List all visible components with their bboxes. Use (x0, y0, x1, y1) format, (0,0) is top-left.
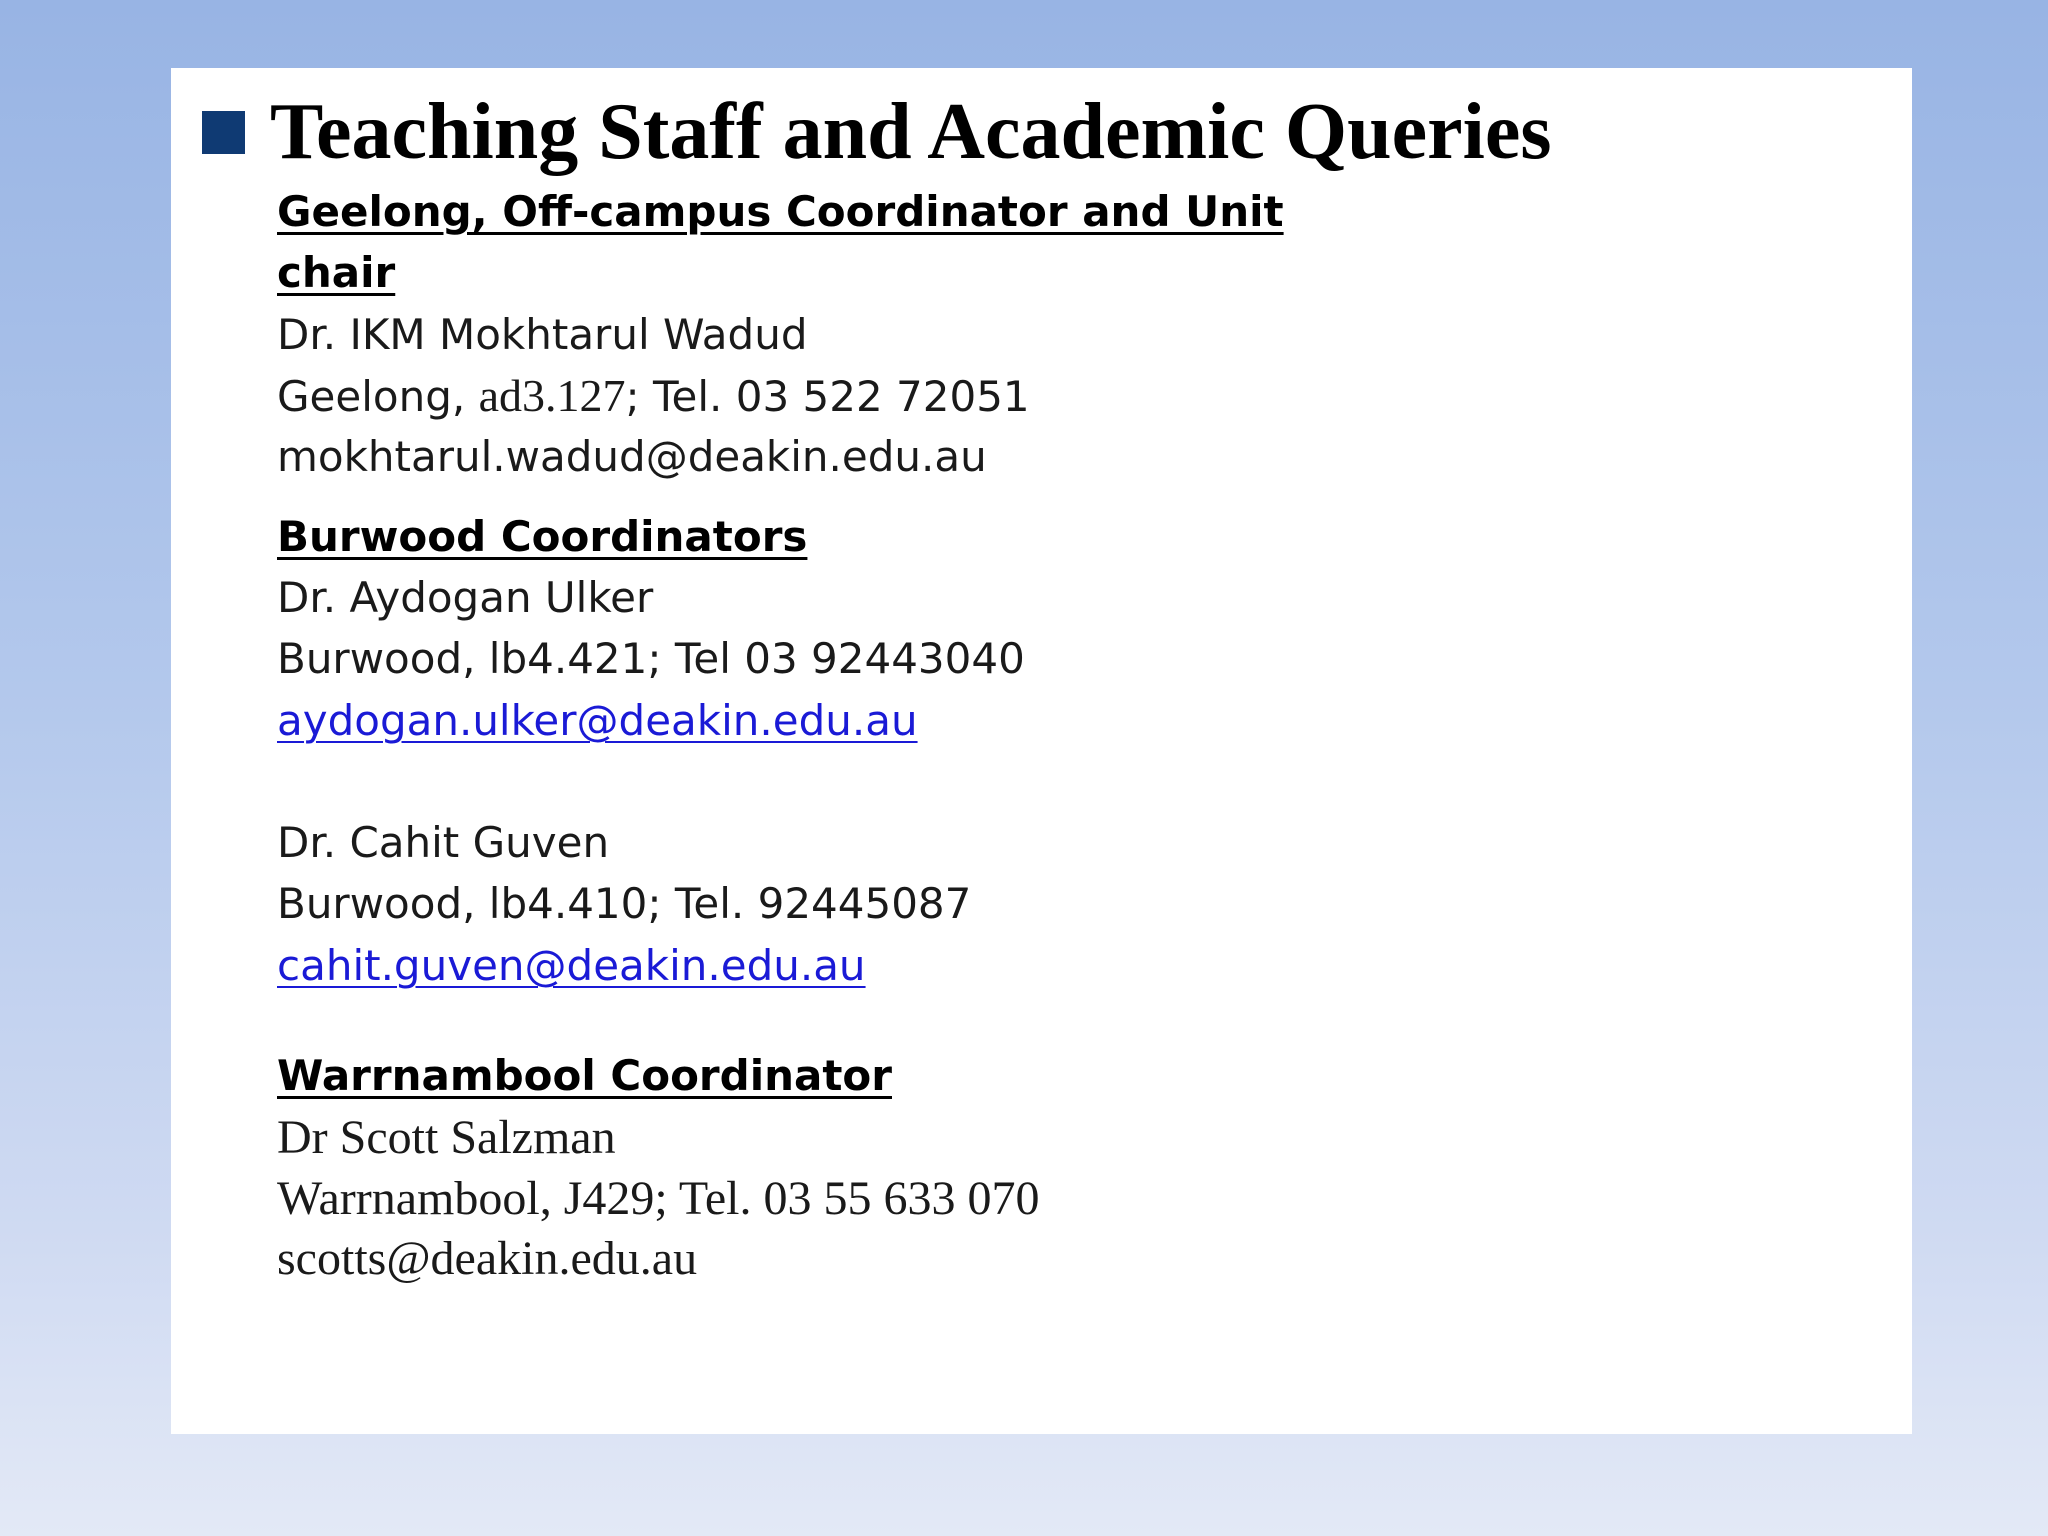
geelong-contact-email: mokhtarul.wadud@deakin.edu.au (277, 432, 987, 481)
geelong-heading-line2: chair (277, 248, 396, 297)
burwood-contact1-location: Burwood, lb4.421; Tel 03 92443040 (277, 634, 1025, 683)
burwood-contact1-email-link[interactable]: aydogan.ulker@deakin.edu.au (277, 696, 918, 745)
slide-panel (171, 68, 1912, 1434)
warrnambool-contact-name: Dr Scott Salzman (277, 1111, 616, 1164)
burwood-contact2-location: Burwood, lb4.410; Tel. 92445087 (277, 879, 972, 928)
geelong-contact-name: Dr. IKM Mokhtarul Wadud (277, 310, 808, 359)
burwood-contact2-name: Dr. Cahit Guven (277, 818, 610, 867)
warrnambool-heading: Warrnambool Coordinator (277, 1051, 892, 1100)
geelong-heading-line1: Geelong, Off-campus Coordinator and Unit (277, 187, 1284, 236)
geelong-contact-location (277, 370, 1030, 423)
geelong-campus-prefix: Geelong, (277, 372, 479, 421)
warrnambool-contact-email: scotts@deakin.edu.au (277, 1232, 698, 1285)
geelong-room: ad3.127 (478, 370, 626, 421)
geelong-phone: ; Tel. 03 522 72051 (625, 372, 1030, 421)
burwood-contact2-email-link[interactable]: cahit.guven@deakin.edu.au (277, 941, 866, 990)
burwood-heading: Burwood Coordinators (277, 512, 808, 561)
slide-title: Teaching Staff and Academic Queries (270, 88, 1552, 176)
burwood-contact1-name: Dr. Aydogan Ulker (277, 573, 654, 622)
title-bullet-icon (202, 111, 245, 154)
warrnambool-contact-location: Warrnambool, J429; Tel. 03 55 633 070 (277, 1172, 1040, 1225)
